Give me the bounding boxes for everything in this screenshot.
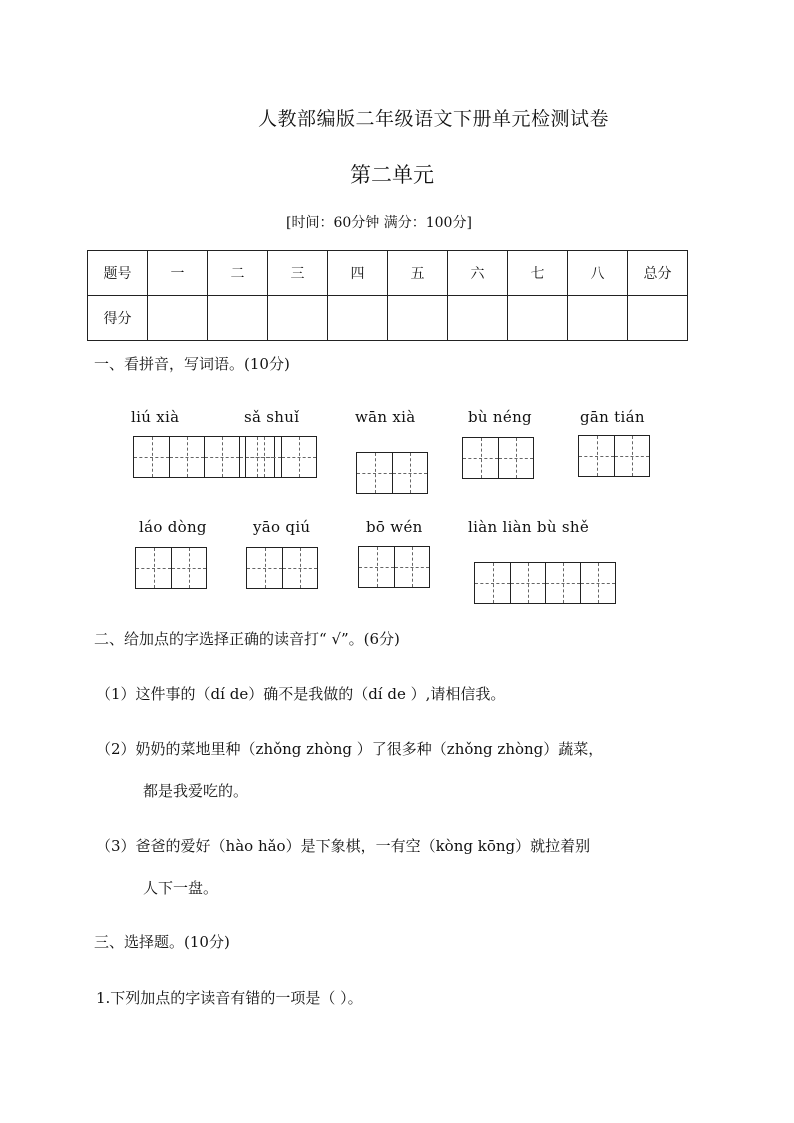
score-entry-cell[interactable] [508, 296, 568, 341]
score-entry-cell[interactable] [208, 296, 268, 341]
score-table-cell: 一 [148, 251, 208, 296]
writing-grid[interactable] [462, 437, 534, 479]
score-table-cell: 五 [388, 251, 448, 296]
writing-grid[interactable] [245, 436, 317, 478]
pinyin-label: bù néng [468, 408, 532, 426]
question-2-2-cont: 都是我爱吃的。 [143, 782, 249, 800]
score-table-header-row [88, 251, 688, 296]
score-table-cell: 三 [268, 251, 328, 296]
score-table-cell: 七 [508, 251, 568, 296]
question-2-3: （3）爸爸的爱好（hào hǎo）是下象棋，一有空（kòng kōng）就拉着别 [96, 837, 591, 855]
score-table-cell: 题号 [88, 251, 148, 296]
question-2-3-cont: 人下一盘。 [143, 879, 219, 897]
score-entry-cell[interactable] [328, 296, 388, 341]
question-3-1: 1.下列加点的字读音有错的一项是（ ）。 [96, 989, 363, 1007]
question-2-1: （1）这件事的（dí de）确不是我做的（dí de ）,请相信我。 [96, 685, 506, 703]
question-2-2: （2）奶奶的菜地里种（zhǒng zhòng ）了很多种（zhǒng zhòng）蔬菜， [96, 740, 604, 758]
pinyin-label: bō wén [366, 518, 423, 536]
exam-meta: [时间：60分钟 满分：100分] [286, 215, 472, 231]
score-entry-cell[interactable] [448, 296, 508, 341]
score-table-cell: 得分 [88, 296, 148, 341]
writing-grid[interactable] [474, 562, 616, 604]
writing-grid[interactable] [578, 435, 650, 477]
pinyin-label: liàn liàn bù shě [468, 518, 589, 536]
exam-title: 人教部编版二年级语文下册单元检测试卷 [258, 108, 610, 130]
score-table-cell: 八 [568, 251, 628, 296]
section-3-heading: 三、选择题。(10分) [94, 933, 230, 951]
unit-subtitle: 第二单元 [350, 163, 434, 187]
score-entry-cell[interactable] [568, 296, 628, 341]
score-entry-cell[interactable] [268, 296, 328, 341]
pinyin-label: wān xià [355, 408, 416, 426]
writing-grid[interactable] [246, 547, 318, 589]
score-table-cell: 六 [448, 251, 508, 296]
score-table-cell: 二 [208, 251, 268, 296]
pinyin-label: gān tián [580, 408, 645, 426]
score-table [87, 250, 688, 341]
pinyin-label: yāo qiú [253, 518, 311, 536]
section-1-heading: 一、看拼音，写词语。(10分) [94, 355, 290, 373]
score-entry-cell[interactable] [148, 296, 208, 341]
section-2-heading: 二、给加点的字选择正确的读音打“ √”。(6分) [94, 630, 400, 648]
writing-grid[interactable] [358, 546, 430, 588]
pinyin-label: liú xià [131, 408, 180, 426]
score-table-cell: 总分 [628, 251, 688, 296]
score-table-cell: 四 [328, 251, 388, 296]
score-entry-cell[interactable] [388, 296, 448, 341]
writing-grid[interactable] [356, 452, 428, 494]
pinyin-label: láo dòng [139, 518, 207, 536]
writing-grid[interactable] [135, 547, 207, 589]
score-entry-cell[interactable] [628, 296, 688, 341]
pinyin-label: sǎ shuǐ [244, 408, 300, 426]
score-table-score-row [88, 296, 688, 341]
